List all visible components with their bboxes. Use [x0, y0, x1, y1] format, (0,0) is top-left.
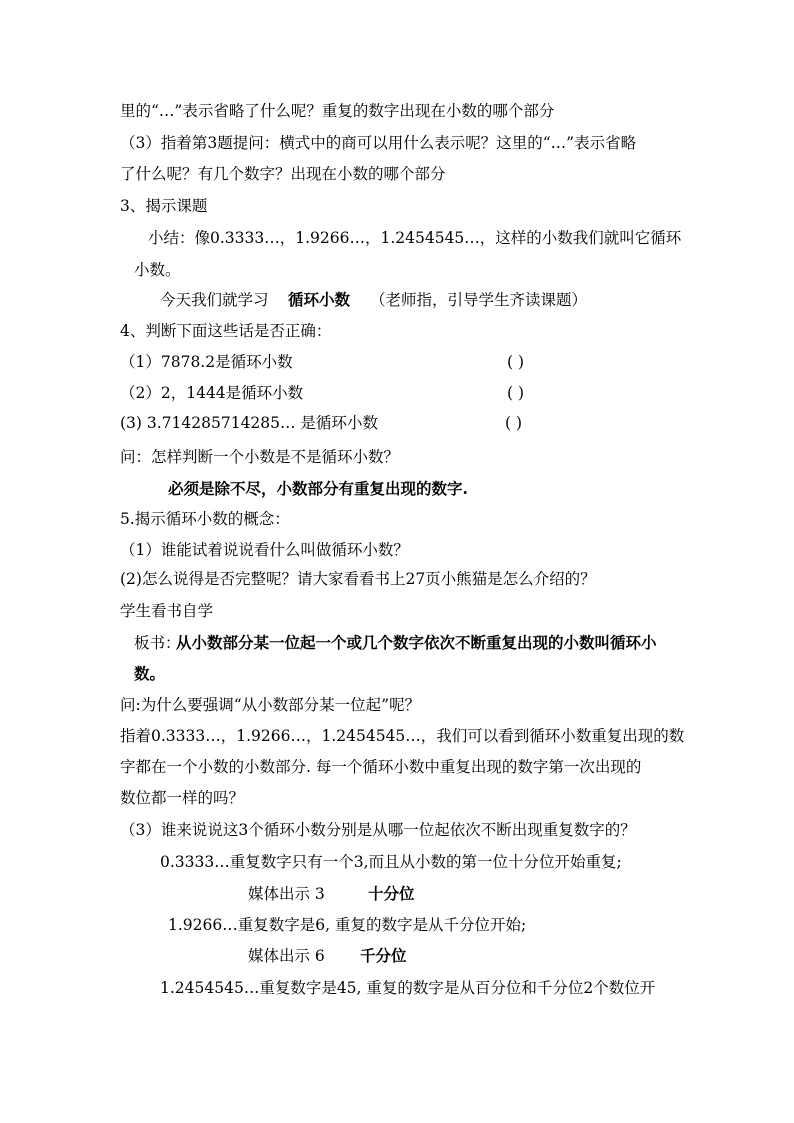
text-line: 学生看书自学 — [120, 602, 214, 620]
section-heading: 4、判断下面这些话是否正确： — [120, 322, 332, 340]
section-heading: 5.揭示循环小数的概念： — [120, 510, 290, 528]
text-line: 里的“…”表示省略了什么呢？重复的数字出现在小数的哪个部分 — [120, 102, 555, 120]
definition: 从小数部分某一位起一个或几个数字依次不断重复出现的小数叫循环小 — [176, 633, 657, 652]
answer-blank: ( ) — [505, 414, 523, 432]
text-line: 小结：像0.3333…，1.9266…，1.2454545…，这样的小数我们就叫它循环 — [148, 229, 682, 247]
judge-item: （2）2，1444是循环小数 — [120, 384, 304, 402]
text-line: 问:为什么要强调“从小数部分某一位起”呢？ — [120, 696, 421, 714]
text-line: 指着0.3333…，1.9266…，1.2454545…，我们可以看到循环小数重复出现的数 — [120, 727, 685, 745]
text-line: 板书： — [134, 634, 181, 652]
answer-blank: ( ) — [507, 353, 525, 371]
media-note: 媒体出示 6 — [248, 947, 325, 965]
judge-item: (3) 3.714285714285… 是循环小数 — [120, 414, 378, 432]
text-line: 今天我们就学习 — [160, 291, 269, 309]
judge-item: （1）7878.2是循环小数 — [120, 353, 293, 371]
text-line: （老师指，引导学生齐读课题） — [370, 291, 588, 309]
definition: 数。 — [134, 664, 166, 683]
media-note: 媒体出示 3 — [248, 885, 325, 903]
text-line: 字都在一个小数的小数部分. 每一个循环小数中重复出现的数字第一次出现的 — [120, 758, 642, 776]
text-line: （3）指着第3题提问：横式中的商可以用什么表示呢？这里的“…”表示省略 — [120, 134, 637, 152]
text-line: 0.3333…重复数字只有一个3,而且从小数的第一位十分位开始重复; — [160, 853, 622, 871]
text-line: (2)怎么说得是否完整呢？请大家看看书上27页小熊猫是怎么介绍的？ — [120, 570, 596, 588]
text-line: （3）谁来说说这3个循环小数分别是从哪一位起依次不断出现重复数字的？ — [120, 821, 636, 839]
section-heading: 3、揭示课题 — [120, 197, 208, 215]
key-point: 必须是除不尽，小数部分有重复出现的数字. — [168, 479, 468, 498]
text-line: 问：怎样判断一个小数是不是循环小数？ — [120, 448, 400, 466]
text-line: （1）谁能试着说说看什么叫做循环小数？ — [120, 541, 409, 559]
text-line: 小数。 — [134, 261, 181, 279]
lesson-title: 循环小数 — [288, 290, 351, 309]
text-line: 数位都一样的吗？ — [120, 789, 245, 807]
answer-blank: ( ) — [507, 384, 525, 402]
text-line: 了什么呢？有几个数字？出现在小数的哪个部分 — [120, 165, 446, 183]
text-line: 1.9266…重复数字是6, 重复的数字是从千分位开始; — [168, 916, 527, 934]
text-line: 1.2454545…重复数字是45, 重复的数字是从百分位和千分位2个数位开 — [160, 979, 656, 997]
place-value: 十分位 — [368, 884, 415, 903]
place-value: 千分位 — [360, 946, 407, 965]
